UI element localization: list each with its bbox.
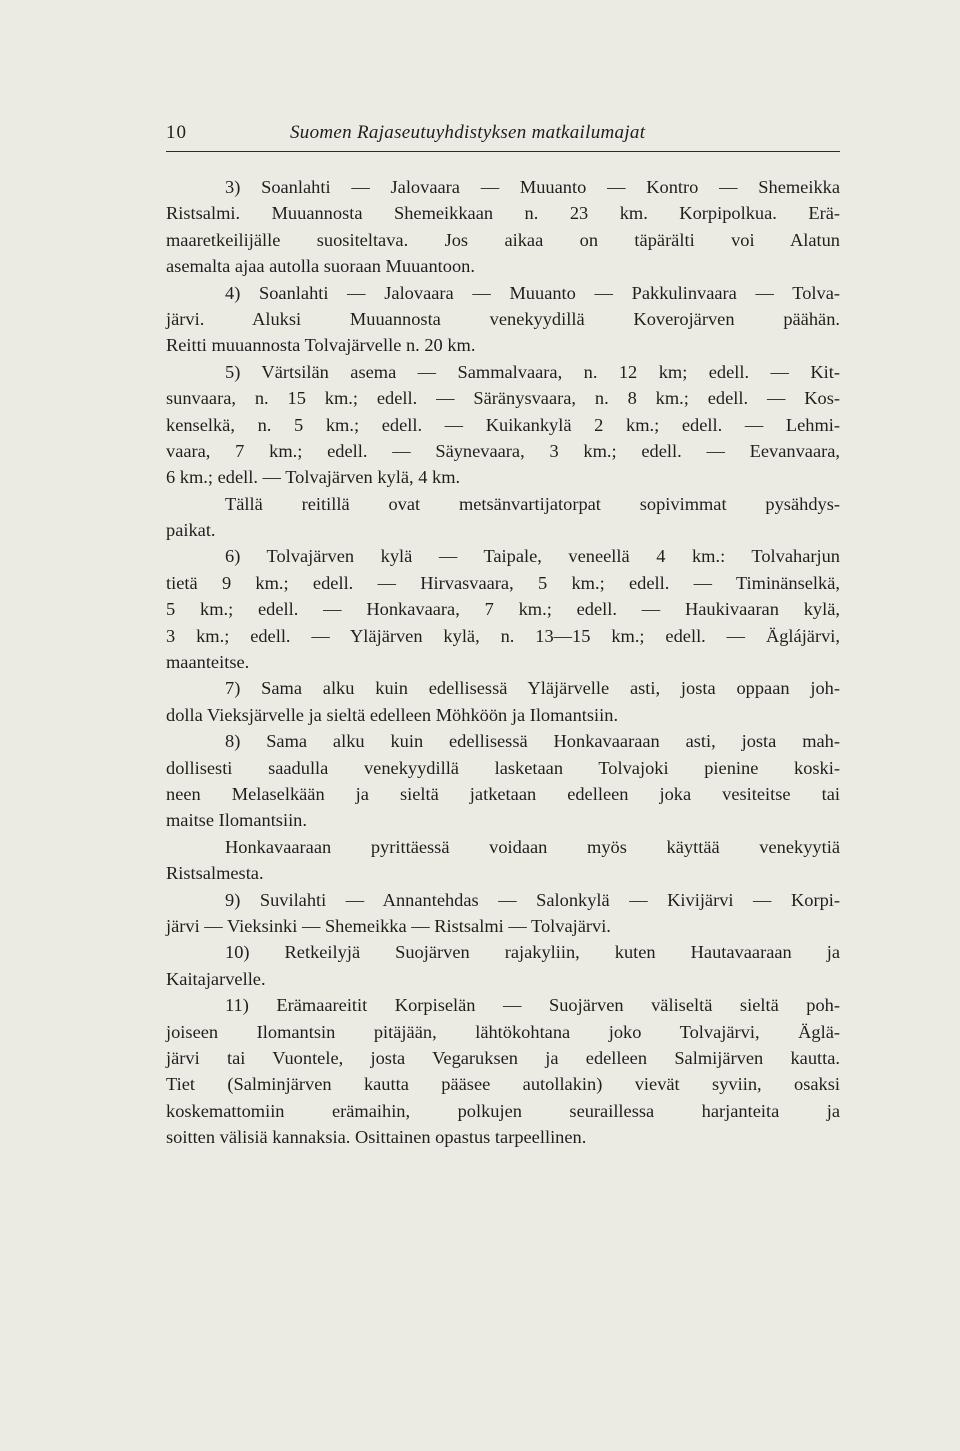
text-line: järvi. Aluksi Muuannosta venekyydillä Koverojärven päähän. [166,308,840,329]
text-line: dollisesti saadulla venekyydillä lasketaan Tolvajoki pienine koski- [166,757,840,778]
text-line: soitten välisiä kannaksia. Osittainen opastus tarpeellinen. [166,1127,587,1148]
text-line: 3 km.; edell. — Yläjärven kylä, n. 13—15 km.; edell. — Äglájärvi, [166,625,840,646]
header-rule [166,151,840,152]
text-line: 11) Erämaareitit Korpiselän — Suojärven väliseltä sieltä poh- [225,995,840,1016]
text-line: järvi — Vieksinki — Shemeikka — Ristsalmi — Tolvajärvi. [166,915,611,936]
text-line: 8) Sama alku kuin edellisessä Honkavaaraan asti, josta mah- [225,731,840,752]
text-line: 3) Soanlahti — Jalovaara — Muuanto — Kontro — Shemeikka [225,177,840,197]
text-line: Reitti muuannosta Tolvajärvelle n. 20 km. [166,335,476,356]
text-line: neen Melaselkään ja sieltä jatketaan edelleen joka vesiteitse tai [166,783,840,804]
text-line: Honkavaaraan pyrittäessä voidaan myös käyttää venekyytiä [225,836,840,857]
text-line: maanteitse. [166,652,250,673]
text-line: Tiet (Salminjärven kautta pääsee autollakin) vievät syviin, osaksi [166,1074,840,1095]
text-line: maaretkeilijälle suositeltava. Jos aikaa on täpärälti voi Alatun [166,229,840,250]
text-line: tietä 9 km.; edell. — Hirvasvaara, 5 km.; edell. — Timinänselkä, [166,572,840,593]
running-header [166,120,840,150]
text-line: 6) Tolvajärven kylä — Taipale, veneellä 4 km.: Tolvaharjun [225,546,840,567]
text-line: 5 km.; edell. — Honkavaara, 7 km.; edell. — Haukivaaran kylä, [166,599,840,620]
text-line: Ristsalmi. Muuannosta Shemeikkaan n. 23 km. Korpipolkua. Erä- [166,203,840,224]
text-line: Tällä reitillä ovat metsänvartijatorpat sopivimmat pysähdys- [225,493,840,514]
text-line: järvi tai Vuontele, josta Vegaruksen ja edelleen Salmijärven kautta. [166,1047,840,1068]
text-line: koskemattomiin erämaihin, polkujen seuraillessa harjanteita ja [166,1100,840,1121]
text-line: 4) Soanlahti — Jalovaara — Muuanto — Pakkulinvaara — Tolva- [225,282,840,303]
text-line: Kaitajarvelle. [166,968,266,989]
body-text [166,174,840,1150]
page-number: 10 [166,122,187,143]
text-line: 9) Suvilahti — Annantehdas — Salonkylä — Kivijärvi — Korpi- [225,889,840,910]
text-line: Ristsalmesta. [166,863,264,884]
text-line: 10) Retkeilyjä Suojärven rajakyliin, kuten Hautavaaraan ja [225,942,840,963]
text-line: sunvaara, n. 15 km.; edell. — Säränysvaara, n. 8 km.; edell. — Kos- [166,388,840,409]
text-line: 6 km.; edell. — Tolvajärven kylä, 4 km. [166,467,461,488]
text-line: 5) Värtsilän asema — Sammalvaara, n. 12 km; edell. — Kit- [225,361,840,382]
text-line: 7) Sama alku kuin edellisessä Yläjärvelle asti, josta oppaan joh- [225,678,840,699]
text-line: maitse Ilomantsiin. [166,810,307,831]
text-line: kenselkä, n. 5 km.; edell. — Kuikankylä 2 km.; edell. — Lehmi- [166,414,840,435]
text-line: vaara, 7 km.; edell. — Säynevaara, 3 km.; edell. — Eevanvaara, [166,440,840,461]
text-line: dolla Vieksjärvelle ja sieltä edelleen Möhköön ja Ilomantsiin. [166,704,619,725]
text-line: asemalta ajaa autolla suoraan Muuantoon. [166,256,475,277]
running-title: Suomen Rajaseutuyhdistyksen matkailumajat [290,122,646,143]
text-line: joiseen Ilomantsin pitäjään, lähtökohtana joko Tolvajärvi, Äglä- [166,1021,840,1042]
text-line: paikat. [166,520,216,541]
